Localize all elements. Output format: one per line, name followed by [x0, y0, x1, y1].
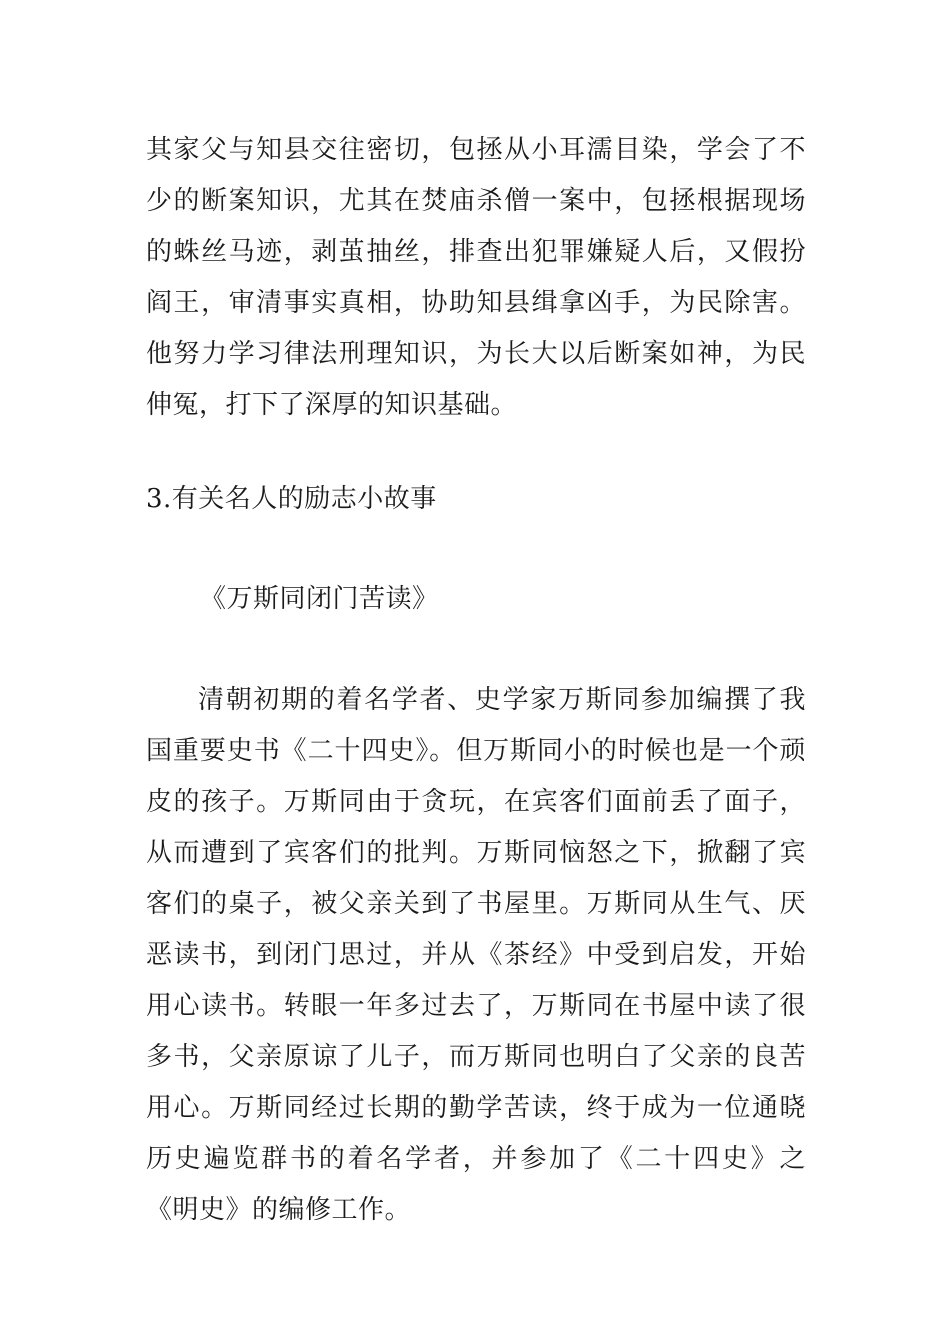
section-heading: 3.有关名人的励志小故事	[146, 484, 437, 514]
story-title: 《万斯同闭门苦读》	[200, 584, 439, 614]
body-paragraph-bao-zheng: 其家父与知县交往密切，包拯从小耳濡目染，学会了不少的断案知识，尤其在焚庙杀僧一案中，包拯根据现场的蛛丝马迹，剥茧抽丝，排查出犯罪嫌疑人后，又假扮阎王，审清事实真相，协助知县缉拿凶手，为民除害。他努力学习律法刑理知识，为长大以后断案如神，为民伸冤，打下了深厚的知识基础。	[146, 135, 806, 420]
body-paragraph-wan-sitong: 清朝初期的着名学者、史学家万斯同参加编撰了我国重要史书《二十四史》。但万斯同小的时候也是一个顽皮的孩子。万斯同由于贪玩，在宾客们面前丢了面子，从而遭到了宾客们的批判。万斯同恼怒之下，掀翻了宾客们的桌子，被父亲关到了书屋里。万斯同从生气、厌恶读书，到闭门思过，并从《茶经》中受到启发，开始用心读书。转眼一年多过去了，万斯同在书屋中读了很多书，父亲原谅了儿子，而万斯同也明白了父亲的良苦用心。万斯同经过长期的勤学苦读，终于成为一位通晓历史遍览群书的着名学者，并参加了《二十四史》之《明史》的编修工作。	[146, 685, 806, 1225]
